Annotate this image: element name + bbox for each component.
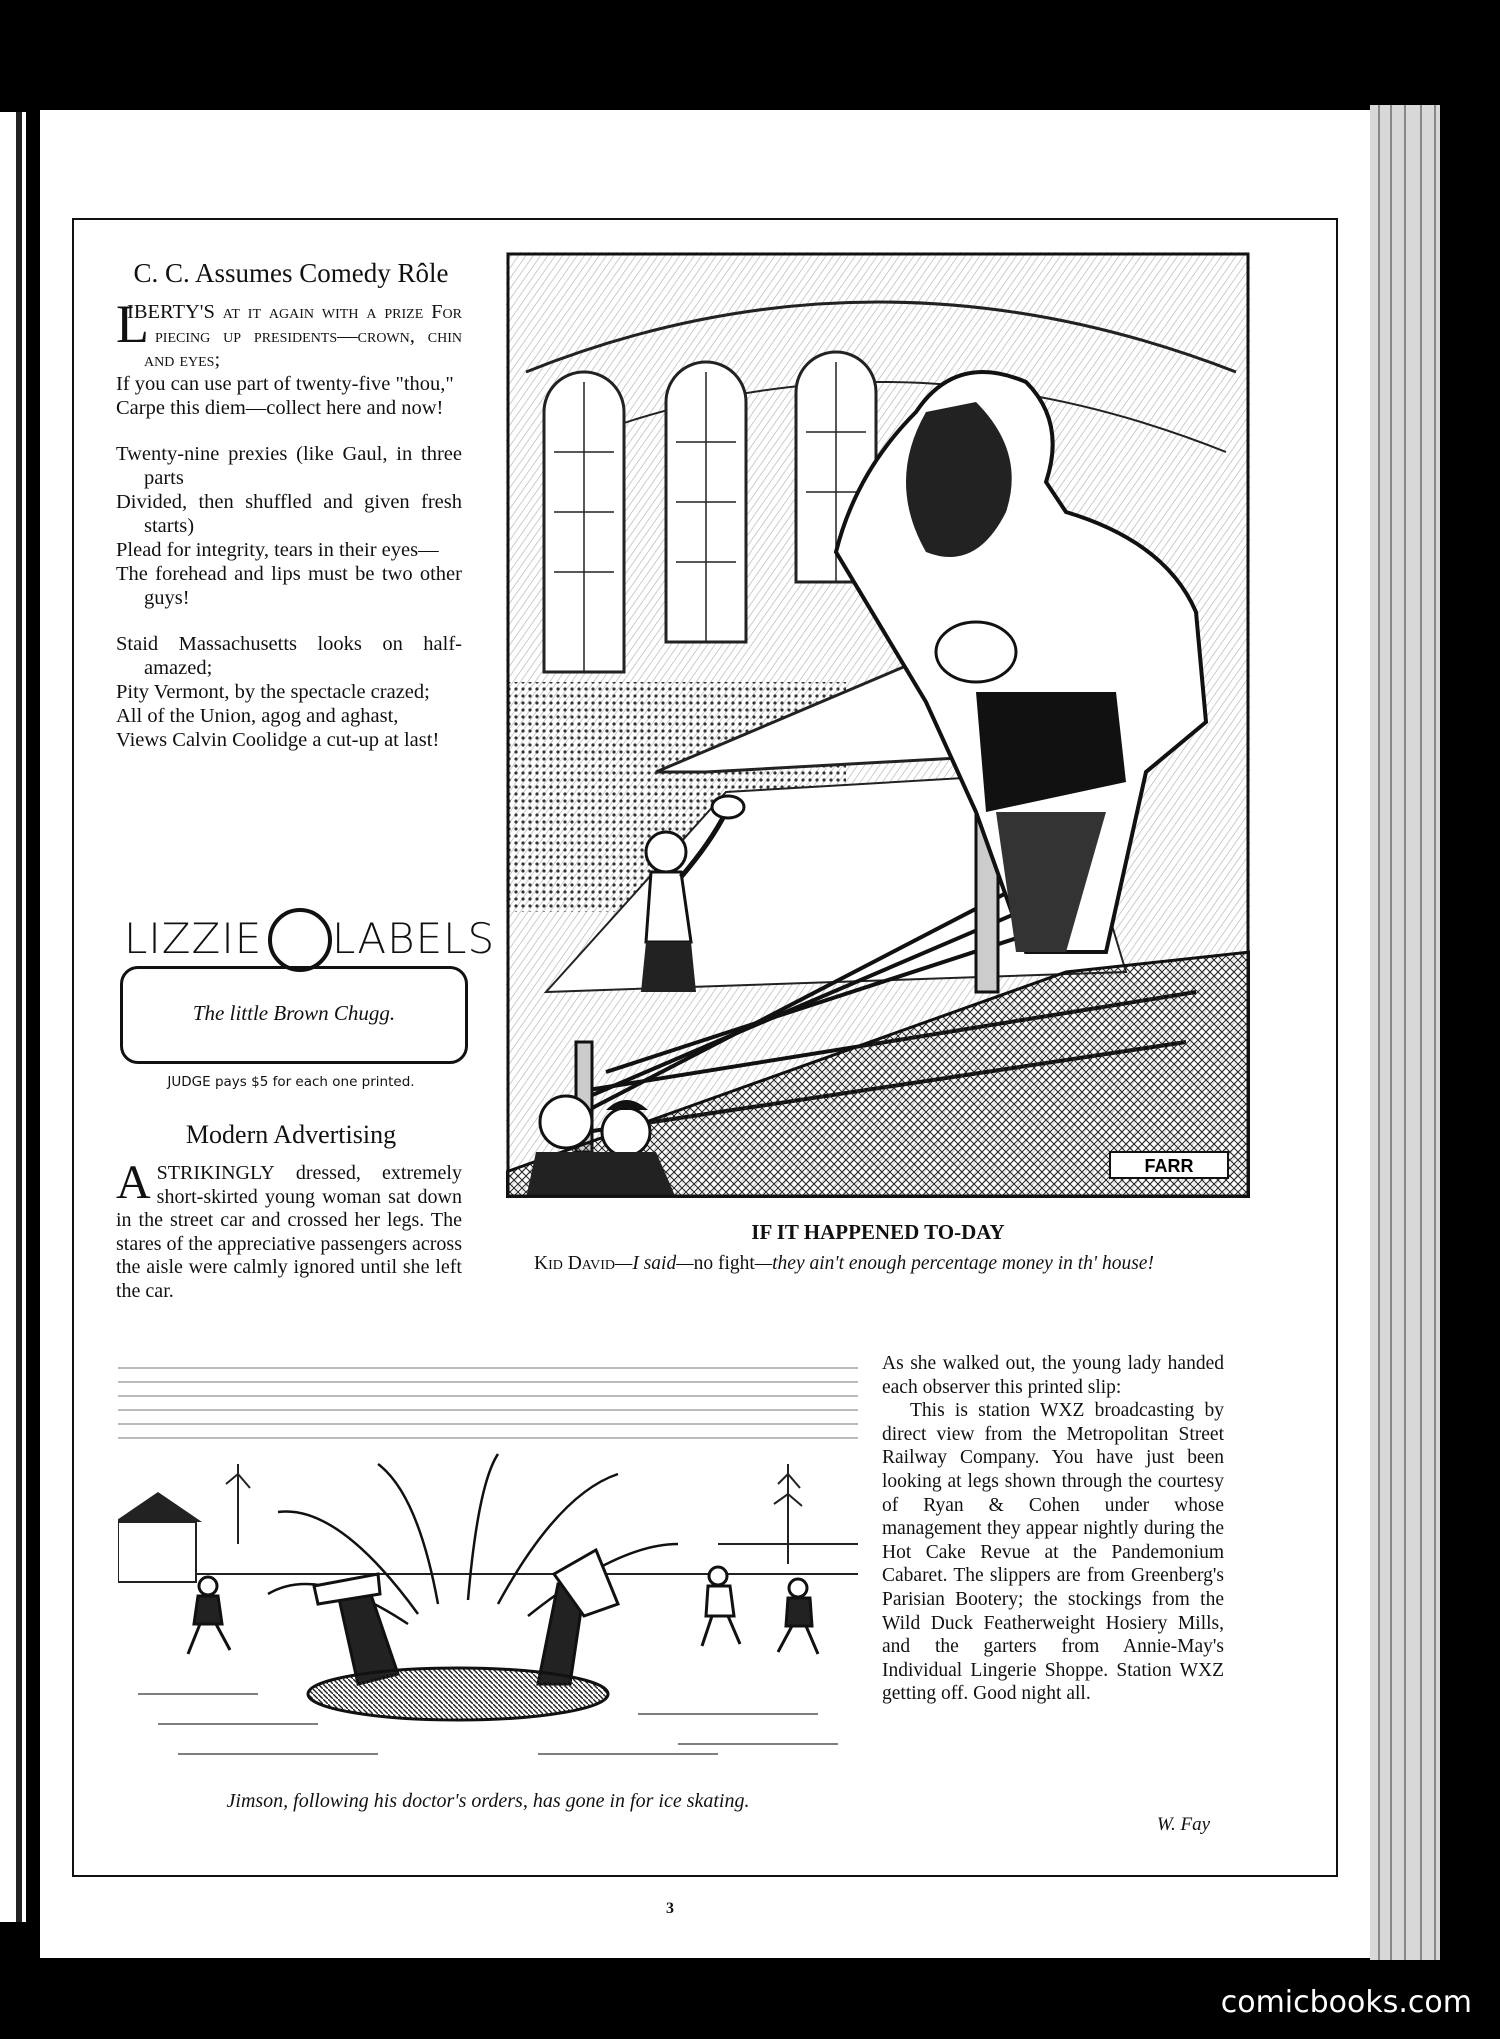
page-number: 3 [666, 1900, 674, 1917]
lizzie-entry: The little Brown Chugg. [192, 1001, 396, 1025]
lizzie-word: LIZZIE [124, 914, 263, 963]
advertising-text: dressed, extremely short-skirted young woman sat down in the street car and crossed her legs. The stares of the appreciative passengers across the aisle were calmly ignored until she left the car. [116, 1162, 462, 1302]
speaker-name: Kid David [534, 1253, 616, 1274]
caption-part: no fight [693, 1253, 755, 1274]
caption-part: —I said— [615, 1253, 694, 1274]
poem-title: C. C. Assumes Comedy Rôle [133, 258, 449, 288]
judge-payment-note: JUDGE pays $5 for each one printed. [167, 1074, 415, 1090]
poem-line: Divided, then shuffled and given fresh starts) [116, 491, 462, 537]
poem-line: Views Calvin Coolidge a cut-up at last! [116, 729, 440, 751]
advertising-continuation [882, 1352, 1224, 1706]
labels-word: LABELS [332, 914, 496, 963]
poem-line: Twenty-nine prexies (like Gaul, in three parts [116, 443, 462, 489]
poem-line: IBERTY'S at it again with a prize For piecing up presidents—crown, chin and eyes; [127, 301, 462, 371]
advertising-dropcap: A [116, 1156, 151, 1209]
continuation-paragraph: As she walked out, the young lady handed each observer this printed slip: [882, 1353, 1224, 1398]
advertising-body [116, 1156, 462, 1303]
poem-line: If you can use part of twenty-five "thou," [116, 373, 454, 395]
advertising-first-word: STRIKINGLY [156, 1162, 275, 1184]
advertising-title: Modern Advertising [185, 1120, 397, 1149]
boxing-cartoon-illustration [506, 252, 1250, 1198]
cartoon1-caption [534, 1252, 1234, 1275]
facing-page-edge [0, 112, 26, 1922]
site-watermark: comicbooks.com [1220, 1985, 1472, 2020]
ring-icon [268, 908, 332, 972]
poem-line: Staid Massachusetts looks on half-amazed; [116, 633, 462, 679]
caption-part: —they ain't enough percentage money in th' house! [754, 1253, 1154, 1274]
cartoon1-title: IF IT HAPPENED TO-DAY [751, 1220, 1005, 1244]
poem-line: Plead for integrity, tears in their eyes— [116, 539, 439, 561]
poem-line: Carpe this diem—collect here and now! [116, 397, 444, 419]
artist-signature: FARR [1144, 1156, 1194, 1176]
broadcast-slip-text: This is station WXZ broadcasting by direct view from the Metropolitan Street Railway Company. You have just been looking at legs shown through the courtesy of Ryan & Cohen under whose management they appear nightly during the Hot Cake Revue at the Pandemonium Cabaret. The slippers are from Greenberg's Parisian Bootery; the stockings from the Wild Duck Featherweight Hosiery Mills, and the garters from Annie-May's Individual Lingerie Shoppe. Station WXZ getting off. Good night all. [882, 1400, 1224, 1705]
poem-line: Pity Vermont, by the spectacle crazed; [116, 681, 430, 703]
poem-line: All of the Union, agog and aghast, [116, 705, 399, 727]
poem-dropcap: L [116, 294, 149, 354]
page-stack-edges [1370, 105, 1440, 1960]
lizzie-labels-logo [118, 908, 496, 968]
cartoon2-caption: Jimson, following his doctor's orders, has gone in for ice skating. [226, 1790, 750, 1812]
poem-body [116, 294, 462, 752]
author-signature: W. Fay [1156, 1814, 1210, 1835]
poem-line: The forehead and lips must be two other guys! [116, 563, 462, 609]
ice-skating-cartoon-illustration [118, 1354, 858, 1780]
lizzie-label-box [120, 966, 468, 1064]
